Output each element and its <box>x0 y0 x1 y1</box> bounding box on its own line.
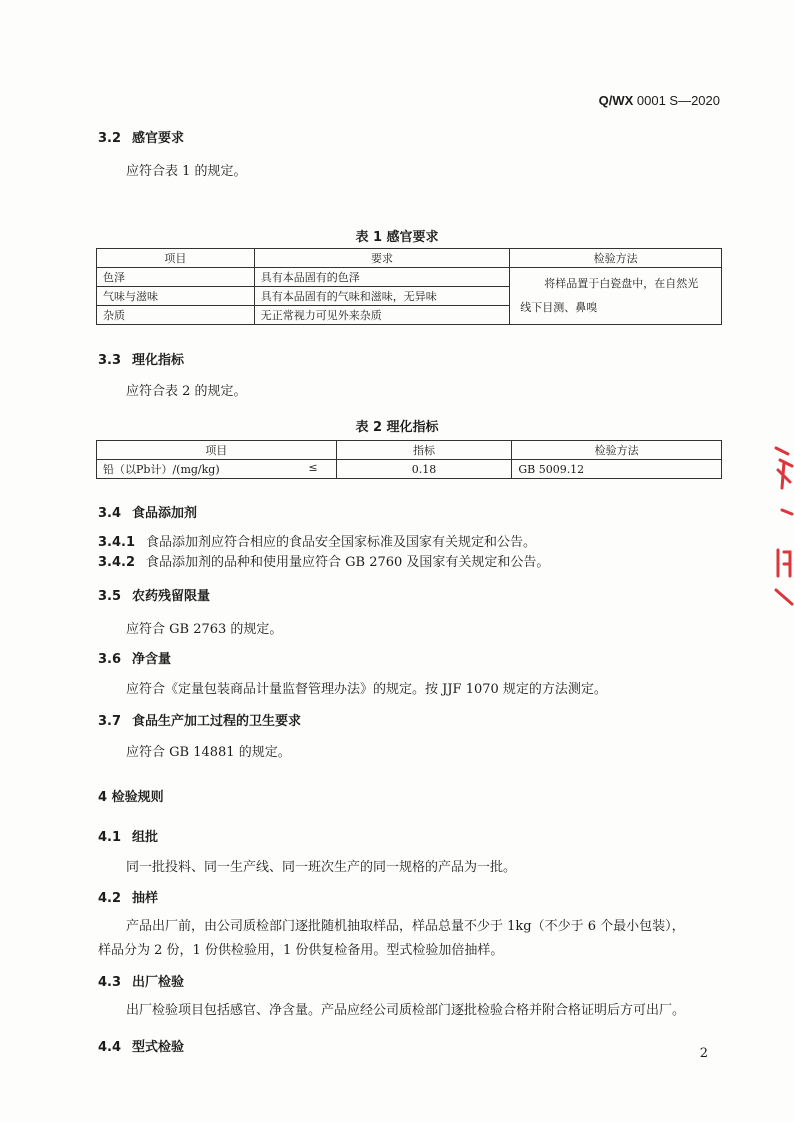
table1-caption: 表 1 感官要求 <box>355 230 439 245</box>
section-4-1-body: 同一批投料、同一生产线、同一班次生产的同一规格的产品为一批。 <box>126 860 517 875</box>
section-3-6-heading: 3.6 净含量 <box>98 652 172 667</box>
section-3-5-body: 应符合 GB 2763 的规定。 <box>126 622 283 637</box>
table-cell: 气味与滋味 <box>97 287 255 306</box>
seal-stamp-fragment-icon <box>770 440 794 610</box>
section-3-6-body: 应符合《定量包装商品计量监督管理办法》的规定。按 JJF 1070 规定的方法测定。 <box>126 682 607 697</box>
table2-caption: 表 2 理化指标 <box>355 420 439 435</box>
table-cell: 0.18 <box>336 460 512 479</box>
page-number: 2 <box>699 1046 708 1061</box>
table-header-row <box>97 249 722 268</box>
section-4-3-body: 出厂检验项目包括感官、净含量。产品应经公司质检部门逐批检验合格并附合格证明后方可出厂。 <box>126 1003 686 1018</box>
table-header-cell: 项目 <box>97 249 255 268</box>
table-header-cell: 检验方法 <box>512 441 722 460</box>
section-3-5-heading: 3.5 农药残留限量 <box>98 589 211 604</box>
standard-number: Q/WX 0001 S—2020 <box>598 93 720 108</box>
table-header-cell: 指标 <box>336 441 512 460</box>
section-3-4-1: 3.4.1 食品添加剂应符合相应的食品安全国家标准及国家有关规定和公告。 <box>98 535 537 550</box>
table2-physicochemical <box>96 440 722 479</box>
table-cell: 杂质 <box>97 306 255 325</box>
section-4-4-heading: 4.4 型式检验 <box>98 1040 185 1055</box>
table-cell: 具有本品固有的气味和滋味，无异味 <box>254 287 510 306</box>
table-cell-method: 将样品置于白瓷盘中，在自然光 线下目测、鼻嗅 <box>510 268 722 325</box>
table-cell: 具有本品固有的色泽 <box>254 268 510 287</box>
table-cell: 色泽 <box>97 268 255 287</box>
section-4-3-heading: 4.3 出厂检验 <box>98 975 185 990</box>
section-3-4-heading: 3.4 食品添加剂 <box>98 506 198 521</box>
section-3-7-body: 应符合 GB 14881 的规定。 <box>126 745 291 760</box>
table-row <box>97 268 722 287</box>
table-header-cell: 项目 <box>97 441 337 460</box>
table-header-cell: 检验方法 <box>510 249 722 268</box>
table1-sensory <box>96 248 722 325</box>
table-cell: 无正常视力可见外来杂质 <box>254 306 510 325</box>
table-header-cell: 要求 <box>254 249 510 268</box>
section-3-2-body: 应符合表 1 的规定。 <box>126 164 247 179</box>
section-3-4-2: 3.4.2 食品添加剂的品种和使用量应符合 GB 2760 及国家有关规定和公告。 <box>98 555 550 570</box>
section-3-7-heading: 3.7 食品生产加工过程的卫生要求 <box>98 714 302 729</box>
section-4-2-body-line1: 产品出厂前，由公司质检部门逐批随机抽取样品，样品总量不少于 1kg（不少于 6 个最小包装）， <box>126 919 685 934</box>
less-equal-symbol: ≤ <box>308 461 318 474</box>
section-4-heading: 4 检验规则 <box>98 790 164 805</box>
section-3-3-heading: 3.3 理化指标 <box>98 353 185 368</box>
table-row <box>97 460 722 479</box>
section-3-2-heading: 3.2 感官要求 <box>98 131 185 146</box>
table-cell: 铅（以Pb计）/(mg/kg) ≤ <box>97 460 337 479</box>
section-4-2-body-line2: 样品分为 2 份，1 份供检验用，1 份供复检备用。型式检验加倍抽样。 <box>98 943 504 958</box>
table-cell: GB 5009.12 <box>512 460 722 479</box>
section-4-1-heading: 4.1 组批 <box>98 830 159 845</box>
section-3-3-body: 应符合表 2 的规定。 <box>126 384 247 399</box>
section-4-2-heading: 4.2 抽样 <box>98 891 159 906</box>
table-header-row <box>97 441 722 460</box>
